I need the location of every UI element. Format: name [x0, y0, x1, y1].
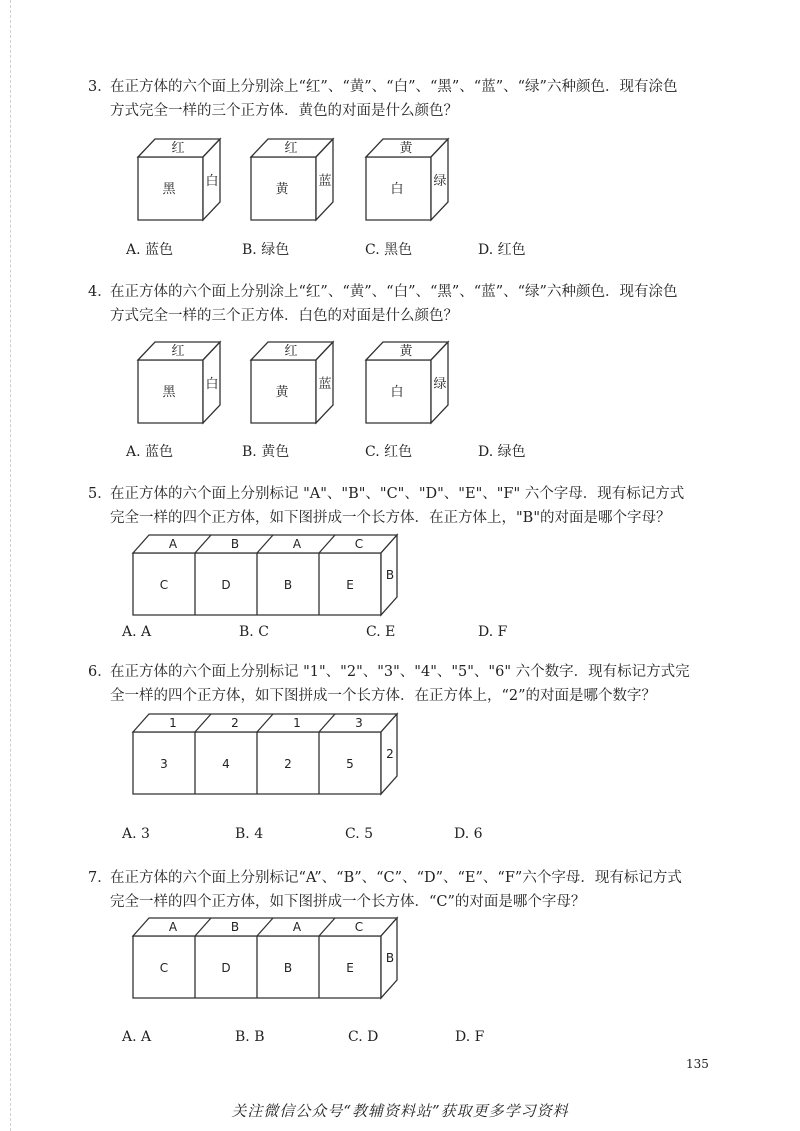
cube-side-label: 绿 [433, 174, 447, 189]
question-4 [88, 280, 677, 328]
question-number: 7． [88, 870, 112, 886]
front-label: E [346, 578, 354, 592]
question-text-line2: 完全一样的四个正方体，如下图拼成一个长方体．在正方体上，"B"的对面是哪个字母？ [110, 510, 671, 526]
question-text-line2: 方式完全一样的三个正方体．白色的对面是什么颜色？ [110, 308, 458, 324]
option-c[interactable]: C. 红色 [365, 444, 413, 460]
front-label: 5 [346, 757, 354, 771]
q6-prism-figure [133, 712, 413, 797]
option-d[interactable]: D. F [455, 1029, 485, 1045]
question-text-line2: 方式完全一样的三个正方体．黄色的对面是什么颜色？ [110, 103, 458, 119]
cube [366, 139, 448, 220]
question-number: 6． [88, 664, 112, 680]
cube [366, 342, 448, 423]
top-label: 1 [169, 716, 177, 730]
cube-front-label: 黑 [162, 182, 176, 197]
question-3 [88, 75, 677, 123]
option-c[interactable]: C. 5 [345, 826, 374, 842]
page-number: 135 [686, 1057, 709, 1071]
q3-cube-figure [138, 135, 483, 225]
cube [251, 342, 333, 423]
q4-cube-figure [138, 338, 483, 428]
option-a[interactable]: A. A [122, 624, 152, 640]
top-label: 2 [231, 716, 239, 730]
question-6 [88, 660, 690, 708]
top-label: A [168, 920, 178, 934]
front-label: C [159, 578, 169, 592]
front-label: 4 [222, 757, 230, 771]
top-label: 1 [293, 716, 301, 730]
cube [251, 139, 333, 220]
option-b[interactable]: B. B [235, 1029, 265, 1045]
cube [138, 139, 220, 220]
cube-front-label: 黑 [162, 385, 176, 400]
question-text-line1: 在正方体的六个面上分别标记“A”、“B”、“C”、“D”、“E”、“F”六个字母．现有标记方式 [110, 870, 682, 886]
cube-front-label: 白 [390, 182, 404, 197]
cube-front-label: 黄 [275, 182, 289, 197]
cube-side-label: 白 [205, 377, 219, 392]
side-label: B [385, 951, 395, 965]
question-text-line2: 完全一样的四个正方体，如下图拼成一个长方体．“C”的对面是哪个字母？ [110, 894, 586, 910]
front-label: B [283, 578, 293, 592]
question-5 [88, 482, 684, 530]
option-a[interactable]: A. A [122, 1029, 152, 1045]
top-label: 3 [355, 716, 363, 730]
question-text-line1: 在正方体的六个面上分别涂上“红”、“黄”、“白”、“黑”、“蓝”、“绿”六种颜色．现有涂色 [110, 79, 678, 95]
side-label: 2 [386, 747, 394, 761]
top-label: A [292, 537, 302, 551]
top-label: A [292, 920, 302, 934]
option-c[interactable]: C. D [348, 1029, 379, 1045]
question-text-line1: 在正方体的六个面上分别标记 "A"、"B"、"C"、"D"、"E"、"F" 六个字母．现有标记方式 [110, 486, 685, 502]
footer-note: 关注微信公众号“教辅资料站”获取更多学习资料 [231, 1102, 569, 1120]
option-a[interactable]: A. 蓝色 [126, 444, 174, 460]
option-b[interactable]: B. 绿色 [242, 242, 290, 258]
q5-prism-figure [133, 533, 413, 618]
option-a[interactable]: A. 蓝色 [126, 242, 174, 258]
option-b[interactable]: B. 4 [235, 826, 264, 842]
cube-top-label: 黄 [399, 141, 413, 156]
front-label: E [346, 961, 354, 975]
cube-front-label: 黄 [275, 385, 289, 400]
option-d[interactable]: D. F [478, 624, 508, 640]
cube-front-label: 白 [390, 385, 404, 400]
top-label: C [354, 537, 364, 551]
top-label: B [230, 537, 240, 551]
option-c[interactable]: C. 黑色 [365, 242, 413, 258]
cube-side-label: 绿 [433, 377, 447, 392]
option-b[interactable]: B. C [239, 624, 269, 640]
cube-side-label: 蓝 [318, 174, 332, 189]
front-label: C [159, 961, 169, 975]
front-label: B [283, 961, 293, 975]
option-d[interactable]: D. 红色 [478, 242, 526, 258]
front-label: D [221, 961, 231, 975]
option-a[interactable]: A. 3 [122, 826, 150, 842]
side-label: B [385, 568, 395, 582]
top-label: A [168, 537, 178, 551]
question-number: 5． [88, 486, 112, 502]
question-text-line1: 在正方体的六个面上分别标记 "1"、"2"、"3"、"4"、"5"、"6" 六个数字．现有标记方式完 [110, 664, 690, 680]
cube-top-label: 黄 [399, 344, 413, 359]
option-b[interactable]: B. 黄色 [242, 444, 290, 460]
cube-side-label: 蓝 [318, 377, 332, 392]
top-label: B [230, 920, 240, 934]
cube-top-label: 红 [284, 141, 298, 156]
option-d[interactable]: D. 6 [454, 826, 483, 842]
cube [138, 342, 220, 423]
cube-top-label: 红 [171, 141, 185, 156]
q7-prism-figure [133, 916, 413, 1001]
front-label: 3 [160, 757, 168, 771]
question-text-line2: 全一样的四个正方体，如下图拼成一个长方体．在正方体上，“2”的对面是哪个数字？ [110, 688, 657, 704]
cube-top-label: 红 [171, 344, 185, 359]
binding-margin [10, 0, 15, 1131]
cube-top-label: 红 [284, 344, 298, 359]
question-text-line1: 在正方体的六个面上分别涂上“红”、“黄”、“白”、“黑”、“蓝”、“绿”六种颜色．现有涂色 [110, 284, 678, 300]
question-7 [88, 866, 682, 914]
option-c[interactable]: C. E [366, 624, 396, 640]
top-label: C [354, 920, 364, 934]
front-label: 2 [284, 757, 292, 771]
question-number: 3． [88, 79, 112, 95]
question-number: 4． [88, 284, 112, 300]
front-label: D [221, 578, 231, 592]
option-d[interactable]: D. 绿色 [478, 444, 526, 460]
cube-side-label: 白 [205, 174, 219, 189]
